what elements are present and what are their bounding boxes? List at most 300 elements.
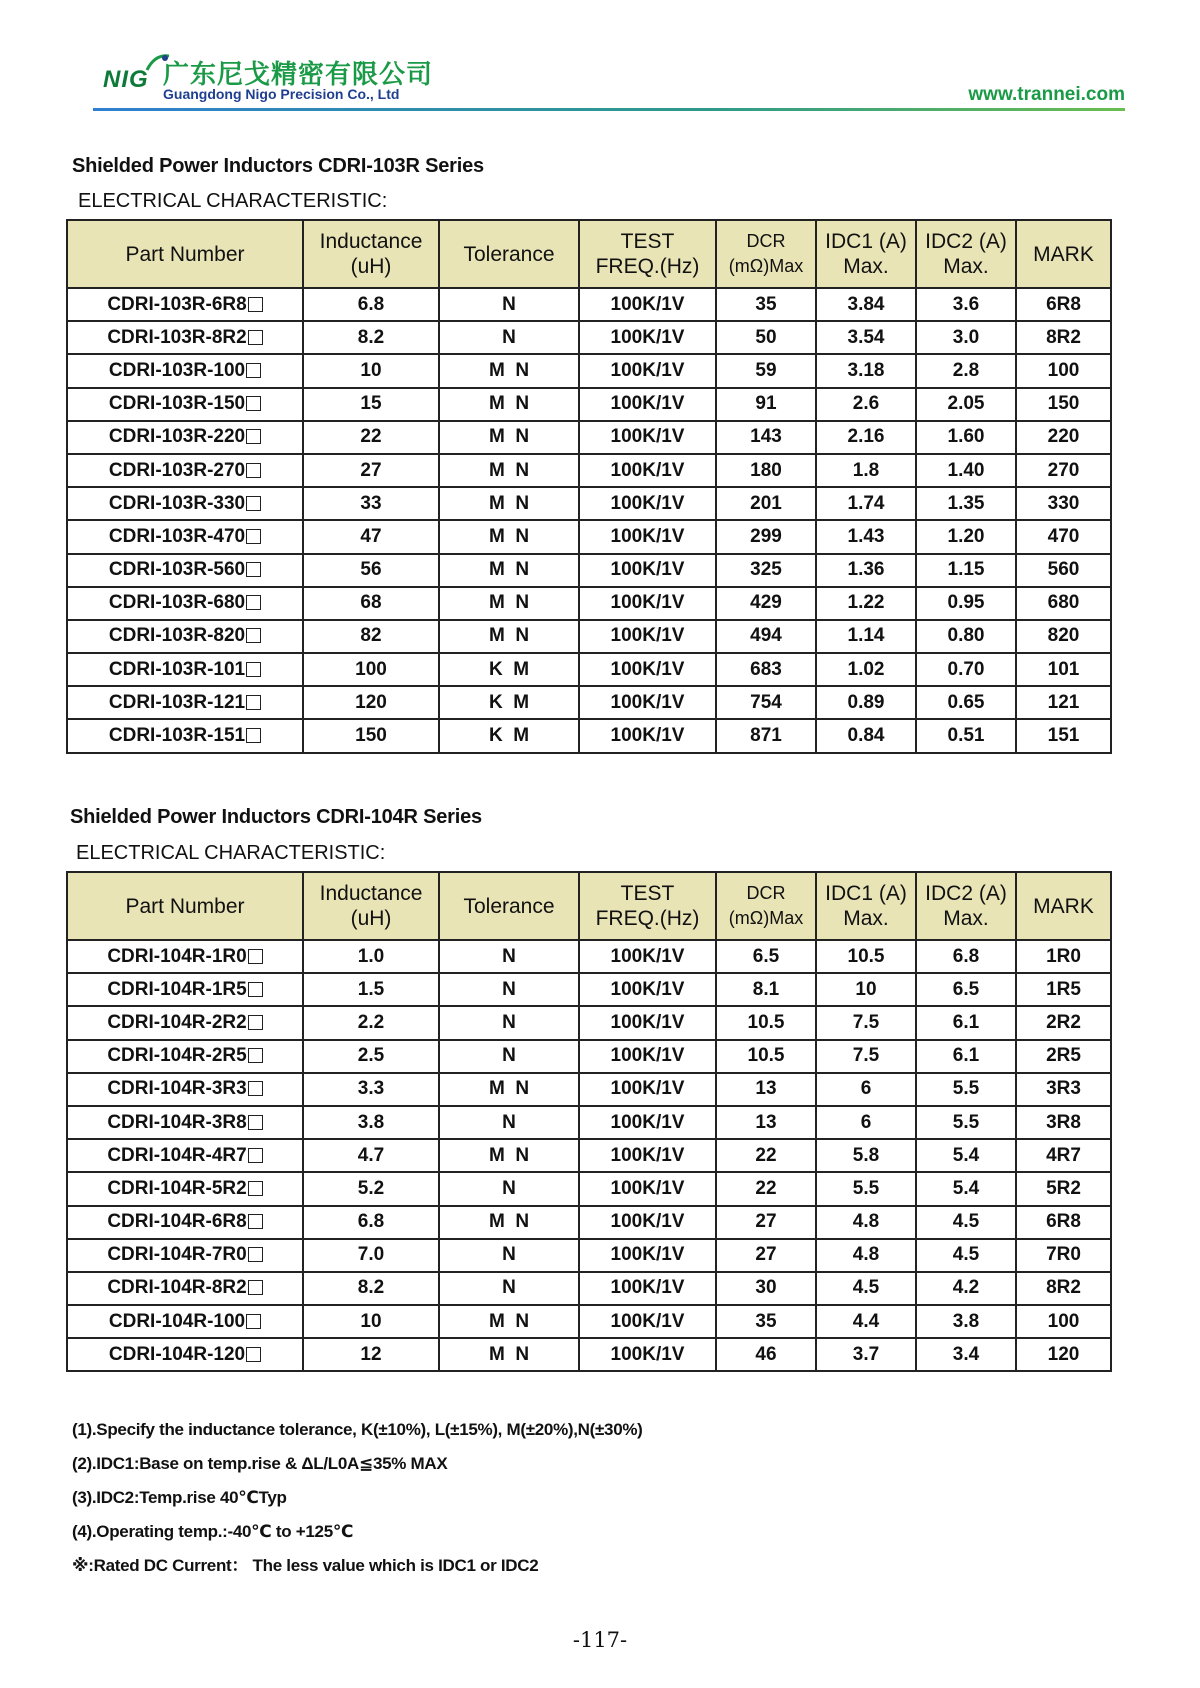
note-idc1: (2).IDC1:Base on temp.rise & ΔL/L0A≦35% MAX	[72, 1454, 448, 1473]
table-row	[67, 653, 1111, 686]
company-logo: NIG	[103, 66, 149, 93]
cell-mark: 150	[1016, 388, 1111, 421]
cell-idc2: 5.5	[916, 1073, 1016, 1106]
table-body	[67, 940, 1111, 1371]
tolerance-code-box-icon	[248, 1015, 263, 1030]
cell-tolerance: M N	[439, 587, 579, 620]
tolerance-code-box-icon	[246, 1314, 261, 1329]
cell-idc2: 2.8	[916, 354, 1016, 387]
tolerance-code-box-icon	[246, 695, 261, 710]
tolerance-code-box-icon	[248, 982, 263, 997]
col-header-part-number: Part Number	[67, 220, 303, 288]
cell-tolerance: M N	[439, 1139, 579, 1172]
cell-tolerance: M N	[439, 388, 579, 421]
cell-test-freq: 100K/1V	[579, 520, 716, 553]
tolerance-code-box-icon	[248, 1115, 263, 1130]
page-number: -117-	[572, 1628, 628, 1652]
table-row	[67, 1305, 1111, 1338]
cell-idc1: 3.84	[816, 288, 916, 321]
cell-mark: 2R5	[1016, 1040, 1111, 1073]
cell-part-number: CDRI-104R-3R8	[67, 1106, 303, 1139]
cell-tolerance: M N	[439, 1073, 579, 1106]
cell-idc1: 10.5	[816, 940, 916, 973]
cell-inductance: 68	[303, 587, 439, 620]
cell-idc2: 4.2	[916, 1272, 1016, 1305]
col-header-tolerance: Tolerance	[439, 220, 579, 288]
website-link[interactable]: www.trannei.com	[968, 84, 1125, 105]
company-name-cn: 广东尼戈精密有限公司	[163, 60, 434, 90]
tolerance-code-box-icon	[246, 1347, 261, 1362]
cell-part-number: CDRI-104R-4R7	[67, 1139, 303, 1172]
cell-tolerance: M N	[439, 487, 579, 520]
cell-part-number: CDRI-103R-151	[67, 719, 303, 752]
cell-test-freq: 100K/1V	[579, 1139, 716, 1172]
cell-inductance: 33	[303, 487, 439, 520]
cell-dcr: 201	[716, 487, 816, 520]
cell-part-number: CDRI-104R-2R5	[67, 1040, 303, 1073]
cell-inductance: 3.8	[303, 1106, 439, 1139]
spec-table-103r	[66, 219, 1112, 754]
cell-idc2: 0.70	[916, 653, 1016, 686]
cell-tolerance: M N	[439, 620, 579, 653]
col-header-idc1: IDC1 (A) Max.	[816, 220, 916, 288]
tolerance-code-box-icon	[246, 662, 261, 677]
col-header-test-freq: TEST FREQ.(Hz)	[579, 220, 716, 288]
cell-idc1: 1.22	[816, 587, 916, 620]
cell-test-freq: 100K/1V	[579, 1272, 716, 1305]
table-row	[67, 1139, 1111, 1172]
cell-inductance: 10	[303, 354, 439, 387]
cell-inductance: 22	[303, 421, 439, 454]
table-row	[67, 1338, 1111, 1371]
cell-idc2: 4.5	[916, 1206, 1016, 1239]
col-header-part-number: Part Number	[67, 872, 303, 940]
col-header-idc1: IDC1 (A) Max.	[816, 872, 916, 940]
spec-table-104r	[66, 871, 1112, 1372]
tolerance-code-box-icon	[248, 1247, 263, 1262]
table-row	[67, 1073, 1111, 1106]
table-row	[67, 1239, 1111, 1272]
cell-mark: 3R8	[1016, 1106, 1111, 1139]
cell-inductance: 4.7	[303, 1139, 439, 1172]
cell-test-freq: 100K/1V	[579, 653, 716, 686]
cell-idc2: 6.1	[916, 1040, 1016, 1073]
table-header-row	[67, 872, 1111, 940]
col-header-mark: MARK	[1016, 872, 1111, 940]
tolerance-code-box-icon	[246, 595, 261, 610]
cell-inductance: 7.0	[303, 1239, 439, 1272]
cell-idc2: 6.5	[916, 973, 1016, 1006]
cell-tolerance: N	[439, 1106, 579, 1139]
table-row	[67, 1106, 1111, 1139]
table-row	[67, 421, 1111, 454]
cell-dcr: 325	[716, 554, 816, 587]
cell-mark: 151	[1016, 719, 1111, 752]
cell-inductance: 8.2	[303, 1272, 439, 1305]
cell-idc2: 0.51	[916, 719, 1016, 752]
tolerance-code-box-icon	[248, 949, 263, 964]
cell-tolerance: M N	[439, 1305, 579, 1338]
cell-inductance: 1.0	[303, 940, 439, 973]
cell-idc1: 1.14	[816, 620, 916, 653]
cell-mark: 560	[1016, 554, 1111, 587]
col-header-inductance: Inductance (uH)	[303, 872, 439, 940]
cell-mark: 2R2	[1016, 1006, 1111, 1039]
cell-tolerance: M N	[439, 554, 579, 587]
table-row	[67, 719, 1111, 752]
cell-dcr: 6.5	[716, 940, 816, 973]
table-row	[67, 454, 1111, 487]
cell-idc2: 1.60	[916, 421, 1016, 454]
cell-idc2: 0.95	[916, 587, 1016, 620]
table-row	[67, 587, 1111, 620]
cell-part-number: CDRI-103R-820	[67, 620, 303, 653]
cell-dcr: 27	[716, 1206, 816, 1239]
cell-part-number: CDRI-103R-121	[67, 686, 303, 719]
tolerance-code-box-icon	[246, 496, 261, 511]
cell-test-freq: 100K/1V	[579, 1073, 716, 1106]
tolerance-code-box-icon	[248, 330, 263, 345]
cell-inductance: 2.5	[303, 1040, 439, 1073]
cell-tolerance: K M	[439, 653, 579, 686]
cell-dcr: 871	[716, 719, 816, 752]
cell-mark: 1R0	[1016, 940, 1111, 973]
cell-dcr: 91	[716, 388, 816, 421]
cell-idc1: 10	[816, 973, 916, 1006]
cell-inductance: 5.2	[303, 1172, 439, 1205]
cell-part-number: CDRI-103R-330	[67, 487, 303, 520]
cell-part-number: CDRI-104R-1R0	[67, 940, 303, 973]
cell-idc1: 1.43	[816, 520, 916, 553]
cell-tolerance: M N	[439, 1206, 579, 1239]
cell-mark: 1R5	[1016, 973, 1111, 1006]
cell-mark: 8R2	[1016, 1272, 1111, 1305]
cell-inductance: 3.3	[303, 1073, 439, 1106]
cell-part-number: CDRI-103R-8R2	[67, 321, 303, 354]
cell-inductance: 15	[303, 388, 439, 421]
col-header-tolerance: Tolerance	[439, 872, 579, 940]
cell-idc1: 3.7	[816, 1338, 916, 1371]
table-row	[67, 487, 1111, 520]
header-divider	[93, 108, 1125, 111]
cell-part-number: CDRI-103R-220	[67, 421, 303, 454]
tolerance-code-box-icon	[248, 1081, 263, 1096]
cell-idc2: 1.15	[916, 554, 1016, 587]
cell-dcr: 35	[716, 1305, 816, 1338]
cell-inductance: 8.2	[303, 321, 439, 354]
cell-test-freq: 100K/1V	[579, 587, 716, 620]
tolerance-code-box-icon	[248, 1214, 263, 1229]
cell-part-number: CDRI-104R-6R8	[67, 1206, 303, 1239]
tolerance-code-box-icon	[248, 1048, 263, 1063]
tolerance-code-box-icon	[248, 1148, 263, 1163]
cell-dcr: 46	[716, 1338, 816, 1371]
col-header-test-freq: TEST FREQ.(Hz)	[579, 872, 716, 940]
cell-mark: 121	[1016, 686, 1111, 719]
cell-inductance: 27	[303, 454, 439, 487]
cell-inductance: 6.8	[303, 1206, 439, 1239]
cell-part-number: CDRI-103R-100	[67, 354, 303, 387]
cell-part-number: CDRI-104R-7R0	[67, 1239, 303, 1272]
cell-dcr: 35	[716, 288, 816, 321]
cell-part-number: CDRI-103R-270	[67, 454, 303, 487]
cell-idc2: 3.4	[916, 1338, 1016, 1371]
cell-test-freq: 100K/1V	[579, 1006, 716, 1039]
cell-idc2: 1.40	[916, 454, 1016, 487]
col-header-mark: MARK	[1016, 220, 1111, 288]
note-operating-temp: (4).Operating temp.:-40℃ to +125℃	[72, 1522, 354, 1541]
cell-idc1: 7.5	[816, 1006, 916, 1039]
section-title-103r: Shielded Power Inductors CDRI-103R Series	[72, 155, 484, 177]
cell-idc2: 6.1	[916, 1006, 1016, 1039]
cell-idc2: 1.20	[916, 520, 1016, 553]
cell-dcr: 13	[716, 1073, 816, 1106]
note-tolerance: (1).Specify the inductance tolerance, K(±10%), L(±15%), M(±20%),N(±30%)	[72, 1420, 643, 1439]
cell-idc1: 1.74	[816, 487, 916, 520]
cell-idc2: 1.35	[916, 487, 1016, 520]
cell-dcr: 429	[716, 587, 816, 620]
cell-test-freq: 100K/1V	[579, 973, 716, 1006]
cell-test-freq: 100K/1V	[579, 487, 716, 520]
table-row	[67, 1206, 1111, 1239]
cell-idc1: 6	[816, 1106, 916, 1139]
cell-mark: 330	[1016, 487, 1111, 520]
table-row	[67, 940, 1111, 973]
cell-inductance: 56	[303, 554, 439, 587]
cell-tolerance: M N	[439, 454, 579, 487]
cell-tolerance: M N	[439, 354, 579, 387]
cell-idc1: 4.8	[816, 1206, 916, 1239]
tolerance-code-box-icon	[246, 529, 261, 544]
note-idc2: (3).IDC2:Temp.rise 40℃Typ	[72, 1488, 287, 1507]
cell-idc2: 3.0	[916, 321, 1016, 354]
tolerance-code-box-icon	[248, 297, 263, 312]
cell-tolerance: N	[439, 1172, 579, 1205]
cell-idc2: 5.5	[916, 1106, 1016, 1139]
cell-part-number: CDRI-104R-8R2	[67, 1272, 303, 1305]
cell-mark: 5R2	[1016, 1172, 1111, 1205]
cell-idc1: 1.8	[816, 454, 916, 487]
cell-dcr: 13	[716, 1106, 816, 1139]
cell-tolerance: N	[439, 1040, 579, 1073]
cell-part-number: CDRI-104R-1R5	[67, 973, 303, 1006]
cell-inductance: 12	[303, 1338, 439, 1371]
cell-part-number: CDRI-103R-470	[67, 520, 303, 553]
cell-part-number: CDRI-104R-5R2	[67, 1172, 303, 1205]
cell-tolerance: N	[439, 1272, 579, 1305]
cell-idc1: 3.18	[816, 354, 916, 387]
cell-tolerance: N	[439, 288, 579, 321]
tolerance-code-box-icon	[248, 1280, 263, 1295]
cell-mark: 101	[1016, 653, 1111, 686]
cell-idc1: 0.84	[816, 719, 916, 752]
col-header-inductance: Inductance (uH)	[303, 220, 439, 288]
cell-part-number: CDRI-103R-6R8	[67, 288, 303, 321]
cell-part-number: CDRI-103R-680	[67, 587, 303, 620]
cell-idc1: 6	[816, 1073, 916, 1106]
cell-inductance: 6.8	[303, 288, 439, 321]
cell-mark: 220	[1016, 421, 1111, 454]
cell-idc2: 5.4	[916, 1172, 1016, 1205]
cell-dcr: 143	[716, 421, 816, 454]
cell-test-freq: 100K/1V	[579, 719, 716, 752]
cell-mark: 3R3	[1016, 1073, 1111, 1106]
cell-tolerance: N	[439, 940, 579, 973]
cell-idc1: 2.6	[816, 388, 916, 421]
tolerance-code-box-icon	[246, 562, 261, 577]
table-row	[67, 288, 1111, 321]
cell-test-freq: 100K/1V	[579, 354, 716, 387]
cell-idc2: 2.05	[916, 388, 1016, 421]
section-subtitle-104r: ELECTRICAL CHARACTERISTIC:	[76, 842, 386, 864]
tolerance-code-box-icon	[246, 396, 261, 411]
cell-mark: 6R8	[1016, 1206, 1111, 1239]
cell-part-number: CDRI-103R-101	[67, 653, 303, 686]
table-row	[67, 1040, 1111, 1073]
cell-part-number: CDRI-104R-120	[67, 1338, 303, 1371]
cell-idc1: 4.5	[816, 1272, 916, 1305]
table-row	[67, 1272, 1111, 1305]
cell-test-freq: 100K/1V	[579, 321, 716, 354]
cell-test-freq: 100K/1V	[579, 620, 716, 653]
cell-idc1: 7.5	[816, 1040, 916, 1073]
note-rated-current: ※:Rated DC Current： The less value which is IDC1 or IDC2	[72, 1556, 539, 1575]
cell-tolerance: K M	[439, 719, 579, 752]
cell-test-freq: 100K/1V	[579, 388, 716, 421]
cell-idc2: 0.80	[916, 620, 1016, 653]
notes-section	[72, 1413, 643, 1583]
cell-inductance: 1.5	[303, 973, 439, 1006]
tolerance-code-box-icon	[246, 463, 261, 478]
table-header-row	[67, 220, 1111, 288]
cell-idc1: 4.8	[816, 1239, 916, 1272]
cell-idc2: 3.8	[916, 1305, 1016, 1338]
cell-idc1: 3.54	[816, 321, 916, 354]
cell-test-freq: 100K/1V	[579, 1040, 716, 1073]
cell-test-freq: 100K/1V	[579, 686, 716, 719]
cell-dcr: 180	[716, 454, 816, 487]
cell-test-freq: 100K/1V	[579, 454, 716, 487]
cell-idc2: 4.5	[916, 1239, 1016, 1272]
cell-mark: 100	[1016, 354, 1111, 387]
cell-tolerance: N	[439, 321, 579, 354]
cell-test-freq: 100K/1V	[579, 1206, 716, 1239]
cell-dcr: 10.5	[716, 1006, 816, 1039]
tolerance-code-box-icon	[246, 628, 261, 643]
cell-tolerance: N	[439, 1006, 579, 1039]
cell-dcr: 27	[716, 1239, 816, 1272]
cell-idc2: 5.4	[916, 1139, 1016, 1172]
cell-tolerance: M N	[439, 520, 579, 553]
cell-idc1: 5.8	[816, 1139, 916, 1172]
cell-inductance: 120	[303, 686, 439, 719]
section-title-104r: Shielded Power Inductors CDRI-104R Series	[70, 806, 482, 828]
table-row	[67, 354, 1111, 387]
cell-dcr: 22	[716, 1139, 816, 1172]
cell-tolerance: M N	[439, 1338, 579, 1371]
cell-mark: 4R7	[1016, 1139, 1111, 1172]
cell-dcr: 59	[716, 354, 816, 387]
cell-dcr: 50	[716, 321, 816, 354]
cell-dcr: 683	[716, 653, 816, 686]
table-row	[67, 973, 1111, 1006]
table-row	[67, 520, 1111, 553]
col-header-idc2: IDC2 (A) Max.	[916, 220, 1016, 288]
table-row	[67, 388, 1111, 421]
tolerance-code-box-icon	[246, 429, 261, 444]
cell-tolerance: N	[439, 973, 579, 1006]
table-row	[67, 1006, 1111, 1039]
cell-idc1: 5.5	[816, 1172, 916, 1205]
table-row	[67, 321, 1111, 354]
cell-part-number: CDRI-103R-560	[67, 554, 303, 587]
cell-part-number: CDRI-104R-3R3	[67, 1073, 303, 1106]
cell-mark: 6R8	[1016, 288, 1111, 321]
cell-test-freq: 100K/1V	[579, 1305, 716, 1338]
cell-mark: 470	[1016, 520, 1111, 553]
cell-idc1: 1.02	[816, 653, 916, 686]
cell-test-freq: 100K/1V	[579, 1239, 716, 1272]
cell-dcr: 8.1	[716, 973, 816, 1006]
cell-dcr: 10.5	[716, 1040, 816, 1073]
table-row	[67, 554, 1111, 587]
cell-inductance: 10	[303, 1305, 439, 1338]
cell-inductance: 100	[303, 653, 439, 686]
tolerance-code-box-icon	[246, 363, 261, 378]
cell-test-freq: 100K/1V	[579, 940, 716, 973]
cell-mark: 680	[1016, 587, 1111, 620]
cell-idc1: 0.89	[816, 686, 916, 719]
cell-tolerance: N	[439, 1239, 579, 1272]
table-body	[67, 288, 1111, 753]
cell-test-freq: 100K/1V	[579, 1338, 716, 1371]
cell-part-number: CDRI-103R-150	[67, 388, 303, 421]
cell-idc2: 0.65	[916, 686, 1016, 719]
cell-test-freq: 100K/1V	[579, 1172, 716, 1205]
company-name-en: Guangdong Nigo Precision Co., Ltd	[163, 86, 400, 102]
cell-inductance: 2.2	[303, 1006, 439, 1039]
cell-idc1: 4.4	[816, 1305, 916, 1338]
table-row	[67, 1172, 1111, 1205]
cell-inductance: 150	[303, 719, 439, 752]
table-row	[67, 686, 1111, 719]
cell-dcr: 30	[716, 1272, 816, 1305]
cell-dcr: 299	[716, 520, 816, 553]
section-subtitle-103r: ELECTRICAL CHARACTERISTIC:	[78, 190, 388, 212]
tolerance-code-box-icon	[248, 1181, 263, 1196]
cell-mark: 7R0	[1016, 1239, 1111, 1272]
cell-inductance: 47	[303, 520, 439, 553]
cell-test-freq: 100K/1V	[579, 421, 716, 454]
cell-part-number: CDRI-104R-100	[67, 1305, 303, 1338]
cell-idc2: 6.8	[916, 940, 1016, 973]
cell-idc2: 3.6	[916, 288, 1016, 321]
cell-mark: 100	[1016, 1305, 1111, 1338]
cell-inductance: 82	[303, 620, 439, 653]
cell-mark: 820	[1016, 620, 1111, 653]
page-header	[93, 50, 1125, 112]
col-header-dcr: DCR (mΩ)Max	[716, 220, 816, 288]
table-row	[67, 620, 1111, 653]
cell-mark: 270	[1016, 454, 1111, 487]
cell-idc1: 1.36	[816, 554, 916, 587]
cell-dcr: 754	[716, 686, 816, 719]
col-header-idc2: IDC2 (A) Max.	[916, 872, 1016, 940]
cell-mark: 8R2	[1016, 321, 1111, 354]
cell-dcr: 494	[716, 620, 816, 653]
cell-dcr: 22	[716, 1172, 816, 1205]
cell-idc1: 2.16	[816, 421, 916, 454]
